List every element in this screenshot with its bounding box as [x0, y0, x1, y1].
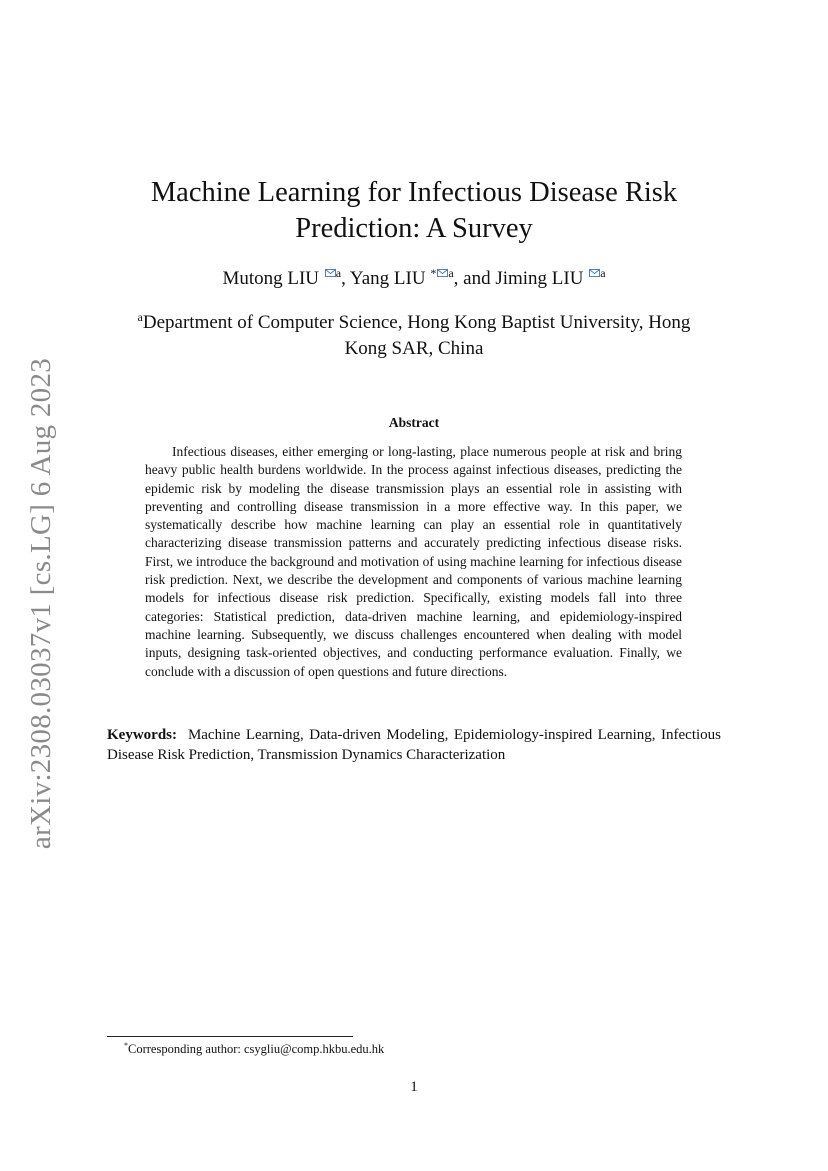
title-line-2: Prediction: A Survey — [295, 213, 533, 244]
corresponding-marker: * — [430, 266, 437, 280]
mail-icon[interactable] — [325, 269, 336, 277]
paper-title — [100, 175, 728, 247]
author-list — [100, 266, 728, 292]
author-name: Yang LIU — [349, 268, 426, 289]
affiliation-line-2: Kong SAR, China — [344, 338, 484, 359]
page-number: 1 — [410, 1079, 418, 1095]
affiliation-marker: a — [137, 310, 143, 324]
footnote — [124, 1041, 384, 1057]
arxiv-id-text: arXiv:2308.03037v1 [cs.LG] 6 Aug 2023 — [25, 357, 58, 849]
arxiv-stamp — [22, 357, 62, 849]
mail-icon[interactable] — [437, 269, 448, 277]
affiliation-marker: a — [600, 266, 606, 280]
author-name: Mutong LIU — [222, 268, 320, 289]
author-separator: , and — [453, 268, 496, 289]
footnote-text: Corresponding author: csygliu@comp.hkbu.edu.hk — [128, 1042, 385, 1056]
affiliation-line-1: Department of Computer Science, Hong Kong Baptist University, Hong — [142, 312, 691, 333]
keywords-label: Keywords: — [107, 727, 177, 743]
affiliation-marker: a — [448, 266, 454, 280]
abstract-body: Infectious diseases, either emerging or long-lasting, place numerous people at risk and bring heavy public health burdens worldwide. In the process against infectious diseases, predicting the epidemic risk by modeling the disease transmission plays an essential role in assisting with preventing and controlling disease transmission in a more effective way. In this paper, we systematically describe how machine learning can play an essential role in quantitatively characterizing disease transmission patterns and accurately predicting infectious disease risks. First, we introduce the background and motivation of using machine learning for infectious disease risk prediction. Next, we describe the development and components of various machine learning models for infectious disease risk prediction. Specifically, existing models fall into three categories: Statistical prediction, data-driven machine learning, and epidemiology-inspired machine learning. Subsequently, we discuss challenges encountered when dealing with model inputs, designing task-oriented objectives, and conducting performance evaluation. Finally, we conclude with a discussion of open questions and future directions. — [145, 444, 682, 679]
author-separator: , — [341, 268, 350, 289]
author-markers — [324, 266, 341, 280]
author-markers — [588, 266, 605, 280]
author-markers — [430, 266, 453, 280]
title-line-1: Machine Learning for Infectious Disease Risk — [150, 177, 678, 208]
footnote-rule — [107, 1036, 353, 1037]
mail-icon[interactable] — [589, 269, 600, 277]
keywords — [107, 725, 721, 765]
affiliation — [100, 310, 728, 362]
footnote-marker: * — [124, 1041, 128, 1050]
affiliation-marker: a — [335, 266, 342, 280]
abstract-heading: Abstract — [388, 415, 440, 430]
author-name: Jiming LIU — [495, 268, 584, 289]
keywords-text: Machine Learning, Data-driven Modeling, Epidemiology-inspired Learning, Infectious Disease Risk Prediction, Transmission Dynamics Characterization — [107, 727, 721, 763]
